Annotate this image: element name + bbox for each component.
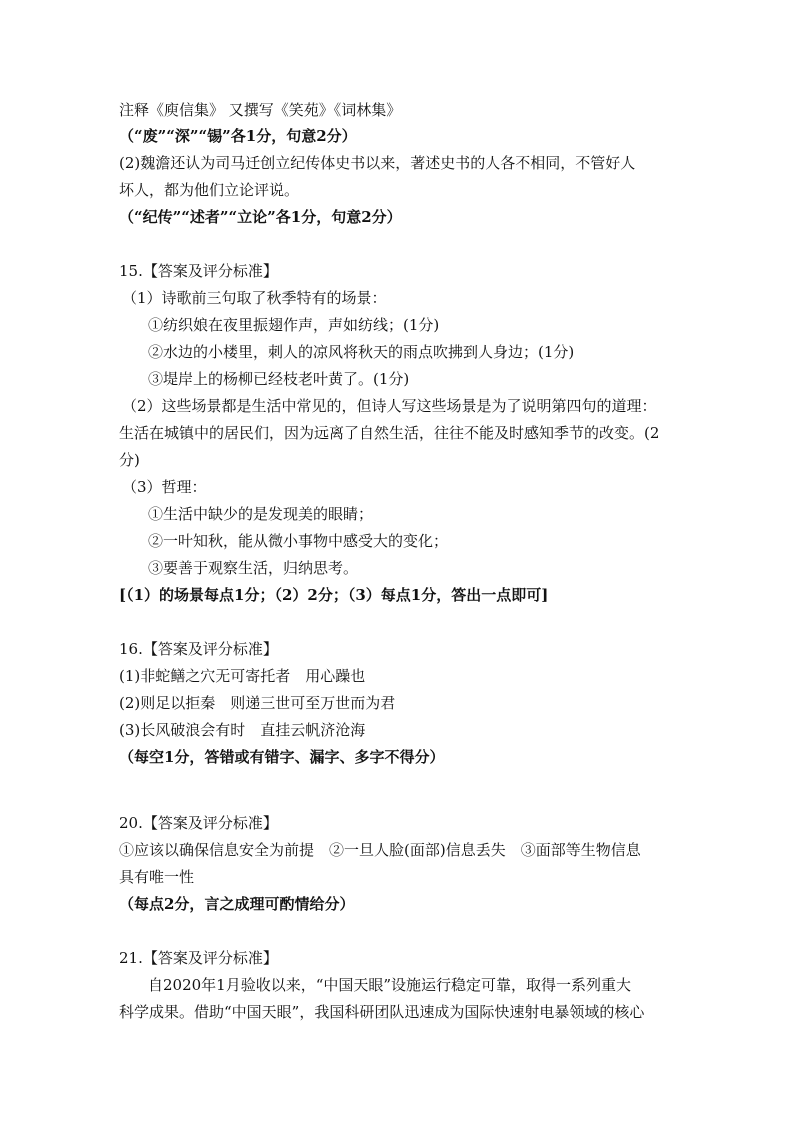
- text-line: 自2020年1月验收以来，“中国天眼”设施运行稳定可靠，取得一系列重大: [148, 976, 632, 994]
- text-line: ①生活中缺少的是发现美的眼睛；: [148, 505, 374, 523]
- text-line: ②一叶知秋，能从微小事物中感受大的变化；: [148, 532, 449, 550]
- text-line: 分): [119, 451, 140, 469]
- section-heading-16: 16.【答案及评分标准】: [119, 640, 278, 658]
- text-line: (1)非蛇鳝之穴无可寄托者 用心躁也: [119, 667, 366, 685]
- text-line: （2）这些场景都是生活中常见的，但诗人写这些场景是为了说明第四句的道理：: [122, 397, 657, 415]
- scoring-note: （每点2分，言之成理可酌情给分）: [119, 895, 355, 913]
- scoring-note: [（1）的场景每点1分；（2）2分；（3）每点1分，答出一点即可]: [119, 586, 549, 604]
- text-line: ①纺织娘在夜里振翅作声，声如纺线；(1分): [148, 316, 440, 334]
- section-heading-21: 21.【答案及评分标准】: [119, 949, 278, 967]
- text-line: （3）哲理：: [122, 478, 207, 496]
- text-line: 科学成果。借助“中国天眼”，我国科研团队迅速成为国际快速射电暴领域的核心: [119, 1003, 645, 1021]
- scoring-note: （“纪传”“述者”“立论”各1分，句意2分）: [119, 208, 402, 226]
- text-line: (2)则足以拒秦 则递三世可至万世而为君: [119, 694, 396, 712]
- text-line: 生活在城镇中的居民们，因为远离了自然生活，往往不能及时感知季节的改变。(2: [119, 424, 660, 442]
- text-line: ①应该以确保信息安全为前提 ②一旦人脸(面部)信息丢失 ③面部等生物信息: [119, 841, 641, 859]
- text-line: 注释《庾信集》 又撰写《笑苑》《词林集》: [119, 101, 402, 119]
- text-line: 坏人，都为他们立论评说。: [119, 181, 300, 199]
- text-line: ③堤岸上的杨柳已经枝老叶黄了。(1分): [148, 370, 410, 388]
- section-heading-15: 15.【答案及评分标准】: [119, 262, 278, 280]
- scoring-note: （每空1分，答错或有错字、漏字、多字不得分）: [119, 748, 445, 766]
- text-line: （1）诗歌前三句取了秋季特有的场景：: [122, 289, 387, 307]
- text-line: ③要善于观察生活，归纳思考。: [148, 559, 359, 577]
- section-heading-20: 20.【答案及评分标准】: [119, 814, 278, 832]
- text-line: 具有唯一性: [119, 868, 195, 886]
- text-line: (2)魏澹还认为司马迁创立纪传体史书以来，著述史书的人各不相同，不管好人: [119, 154, 636, 172]
- scoring-note: （“废”“深”“锡”各1分，句意2分）: [119, 127, 357, 145]
- text-line: ②水边的小楼里，刺人的凉风将秋天的雨点吹拂到人身边；(1分): [148, 343, 575, 361]
- text-line: (3)长风破浪会有时 直挂云帆济沧海: [119, 721, 366, 739]
